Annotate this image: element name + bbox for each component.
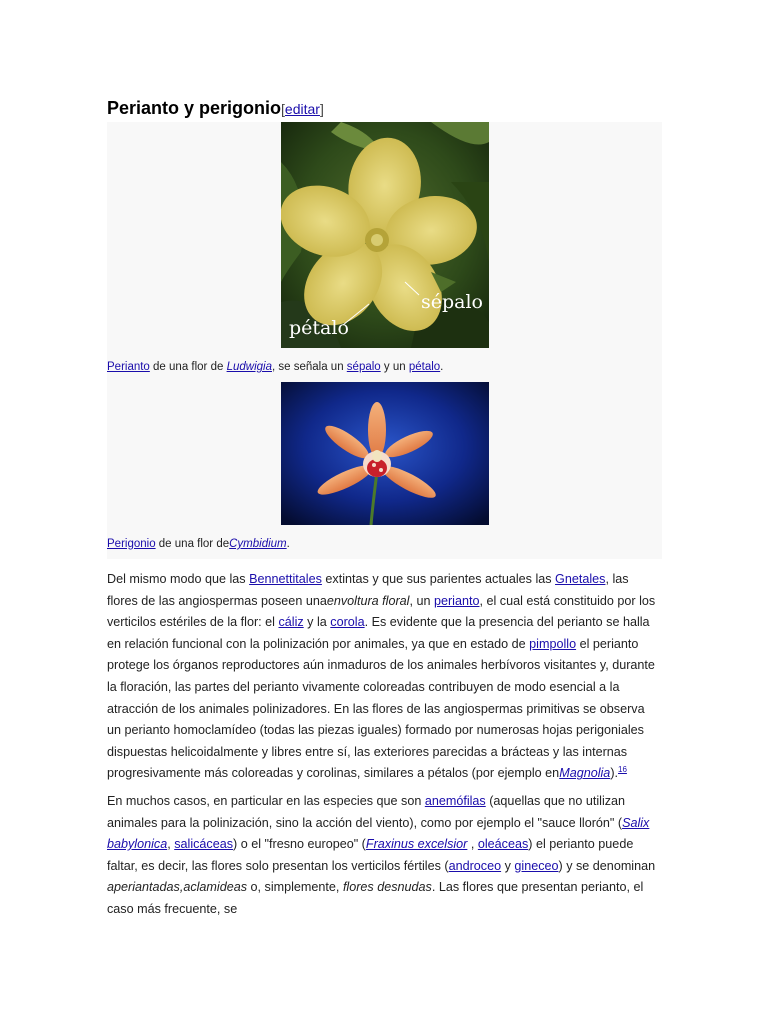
- link-sepalo[interactable]: sépalo: [346, 361, 381, 373]
- cymbidium-image[interactable]: [281, 382, 489, 530]
- link-caliz[interactable]: cáliz: [278, 615, 304, 630]
- link-ludwigia[interactable]: Ludwigia: [226, 361, 272, 373]
- reference-16[interactable]: 16: [618, 765, 627, 775]
- link-corola[interactable]: corola: [330, 615, 365, 630]
- link-perianto[interactable]: Perianto: [107, 361, 150, 373]
- link-perigonio[interactable]: Perigonio: [107, 538, 156, 550]
- link-fraxinus-excelsior[interactable]: Fraxinus excelsior: [365, 837, 468, 852]
- edit-section: [editar]: [281, 101, 324, 117]
- link-salix-babylonica[interactable]: Salix babylonica: [107, 815, 650, 852]
- figure-box: [107, 122, 662, 559]
- cymbidium-orchid-photo: [281, 382, 489, 525]
- section-title: Perianto y perigonio: [107, 98, 282, 118]
- section-heading: [107, 96, 662, 120]
- paragraph-2: En muchos casos, en particular en las especies que son anemófilas (aquellas que no utilizan animales para la polinización, sino la acción del viento), como por ejemplo el "sauce llorón" (Salix babylonica, salicáceas) o el "fresno europeo" (Fraxinus excelsior , oleáceas) el perianto puede faltar, es decir, las flores solo presentan los verticilos fértiles (androceo y gineceo) y se denominan aperiantadas,aclamideas o, simplemente, flores desnudas. Las flores que presentan perianto, el caso más frecuente, se: [107, 793, 656, 916]
- link-bennettitales[interactable]: Bennettitales: [249, 572, 322, 586]
- link-oleaceas[interactable]: oleáceas: [477, 837, 529, 852]
- paragraph-1: Del mismo modo que las Bennettitales extintas y que sus parientes actuales las Gnetales, las flores de las angiospermas poseen unaenvoltura floral, un perianto, el cual está constituido por los verticilos estériles de la flor: el cáliz y la corola. Es evidente que la presencia del perianto se halla en relación funcional con la polinización por animales, ya que en estado de pimpollo el perianto protege los órganos reproductores aún inmaduros de los animales herbívoros visitantes y, durante la floración, las partes del perianto vivamente coloreadas contribuyen de modo esencial a la atracción de los animales polinizadores. En las flores de las angiospermas primitivas se observa un perianto homoclamídeo (todas las piezas iguales) formado por numerosas hojas perigoniales dispuestas helicoidalmente y libres entre sí, las exteriores parecidas a brácteas y las internas progresivamente más coloreadas y corolinas, similares a pétalos (por ejemplo enMagnolia).$^{16}$: [107, 572, 656, 781]
- link-magnolia[interactable]: Magnolia: [559, 766, 611, 781]
- ludwigia-image[interactable]: [281, 122, 489, 353]
- link-androceo[interactable]: androceo: [448, 858, 502, 873]
- label-sepalo: sépalo: [420, 291, 483, 313]
- edit-link[interactable]: editar: [284, 101, 320, 117]
- link-gnetales[interactable]: Gnetales: [555, 572, 606, 586]
- link-salicaceas[interactable]: salicáceas: [174, 837, 234, 852]
- link-pimpollo[interactable]: pimpollo: [529, 636, 577, 651]
- figure-cymbidium: [107, 382, 662, 559]
- link-cymbidium[interactable]: Cymbidium: [229, 538, 287, 550]
- figure-ludwigia: [107, 122, 662, 382]
- label-petalo: pétalo: [288, 317, 349, 339]
- figure-caption-ludwigia: Perianto de una flor de Ludwigia, se señala un sépalo y un pétalo.: [107, 361, 444, 373]
- link-perianto-text[interactable]: perianto: [433, 593, 480, 608]
- link-petalo[interactable]: pétalo: [408, 361, 441, 373]
- link-anemofilas[interactable]: anemófilas: [424, 793, 486, 808]
- ludwigia-flower-photo: [281, 122, 489, 348]
- figure-caption-cymbidium: Perigonio de una flor deCymbidium.: [107, 538, 290, 550]
- link-gineceo[interactable]: gineceo: [514, 858, 559, 873]
- article: [107, 96, 662, 921]
